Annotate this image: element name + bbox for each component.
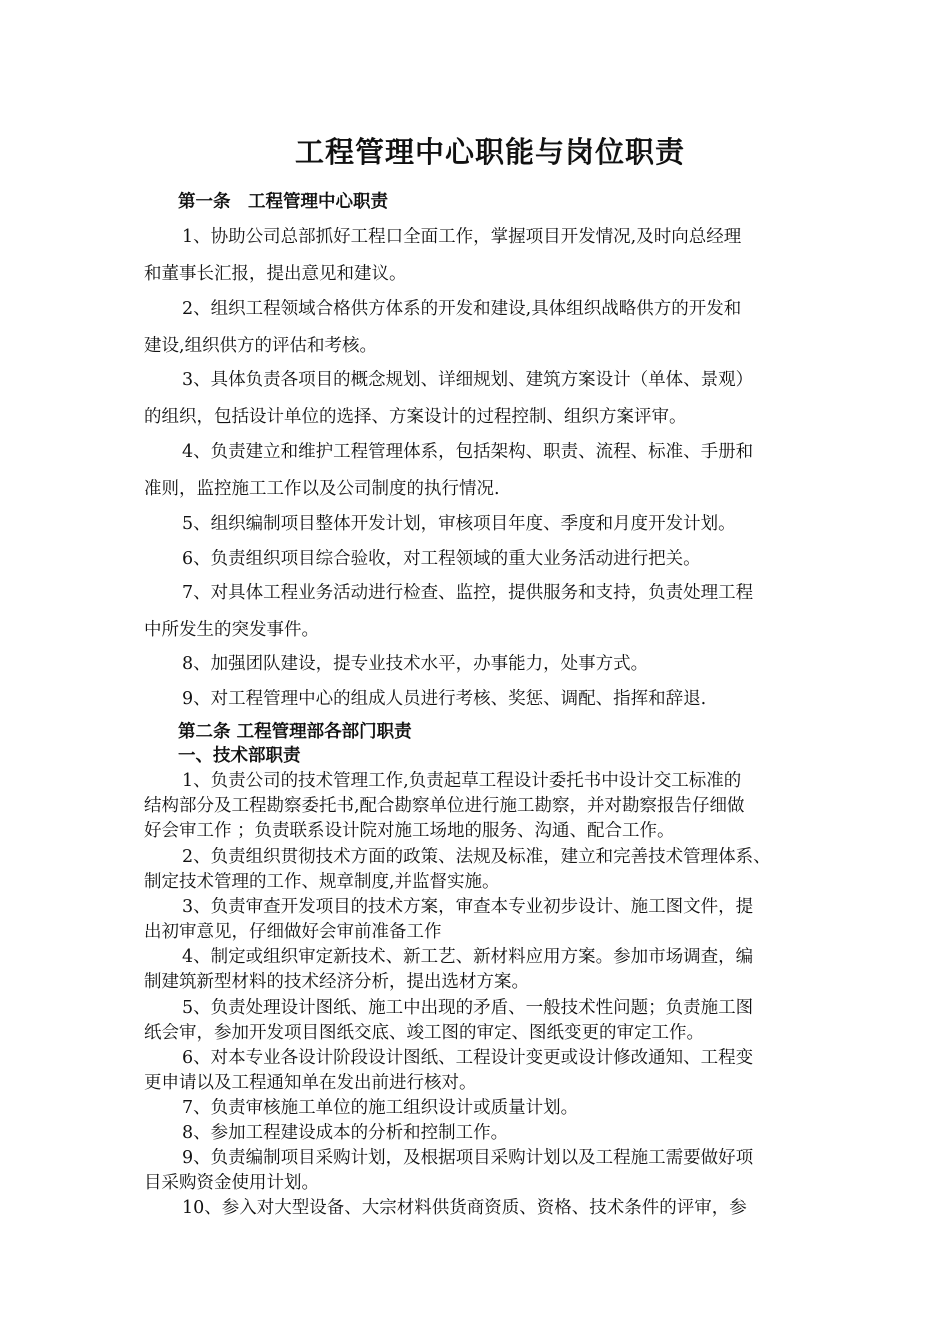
paragraph-line: 建设,组织供方的评估和考核。 (144, 336, 378, 356)
paragraph-line: 8、参加工程建设成本的分析和控制工作。 (182, 1123, 509, 1143)
paragraph-line: 结构部分及工程勘察委托书,配合勘察单位进行施工勘察，并对勘察报告仔细做 (144, 796, 745, 816)
paragraph-line: 5、负责处理设计图纸、施工中出现的矛盾、一般技术性问题；负责施工图 (182, 998, 754, 1018)
paragraph-line: 目采购资金使用计划。 (144, 1173, 319, 1193)
paragraph-line: 4、制定或组织审定新技术、新工艺、新材料应用方案。参加市场调查，编 (182, 947, 754, 967)
paragraph-line: 准则，监控施工工作以及公司制度的执行情况. (144, 479, 500, 499)
paragraph-line: 制建筑新型材料的技术经济分析，提出选材方案。 (144, 972, 529, 992)
paragraph-line: 7、对具体工程业务活动进行检查、监控，提供服务和支持，负责处理工程 (182, 583, 754, 603)
paragraph-line: 3、负责审查开发项目的技术方案，审查本专业初步设计、施工图文件，提 (182, 897, 754, 917)
paragraph-line: 中所发生的突发事件。 (144, 620, 319, 640)
paragraph-line: 好会审工作 ；负责联系设计院对施工场地的服务、沟通、配合工作。 (144, 821, 675, 841)
section-heading: 第二条 工程管理部各部门职责 (178, 722, 412, 742)
paragraph-line: 1、负责公司的技术管理工作,负责起草工程设计委托书中设计交工标准的 (182, 771, 742, 791)
paragraph-line: 5、组织编制项目整体开发计划，审核项目年度、季度和月度开发计划。 (182, 514, 736, 534)
paragraph-line: 9、负责编制项目采购计划，及根据项目采购计划以及工程施工需要做好项 (182, 1148, 754, 1168)
paragraph-line: 1、协助公司总部抓好工程口全面工作，掌握项目开发情况,及时向总经理 (182, 227, 742, 247)
paragraph-line: 的组织，包括设计单位的选择、方案设计的过程控制、组织方案评审。 (144, 407, 687, 427)
section-heading: 一、技术部职责 (178, 746, 301, 766)
paragraph-line: 9、对工程管理中心的组成人员进行考核、奖惩、调配、指挥和辞退. (182, 689, 707, 709)
paragraph-line: 制定技术管理的工作、规章制度,并监督实施。 (144, 872, 500, 892)
paragraph-line: 和董事长汇报，提出意见和建议。 (144, 264, 407, 284)
paragraph-line: 6、对本专业各设计阶段设计图纸、工程设计变更或设计修改通知、工程变 (182, 1048, 754, 1068)
paragraph-line: 8、加强团队建设，提专业技术水平，办事能力，处事方式。 (182, 654, 649, 674)
paragraph-line: 出初审意见，仔细做好会审前准备工作 (144, 922, 442, 942)
paragraph-line: 更申请以及工程通知单在发出前进行核对。 (144, 1073, 477, 1093)
paragraph-line: 4、负责建立和维护工程管理体系，包括架构、职责、流程、标准、手册和 (182, 442, 754, 462)
section-heading: 第一条 工程管理中心职责 (178, 192, 388, 212)
paragraph-line: 2、负责组织贯彻技术方面的政策、法规及标准，建立和完善技术管理体系、 (182, 847, 771, 867)
paragraph-line: 2、组织工程领域合格供方体系的开发和建设,具体组织战略供方的开发和 (182, 299, 742, 319)
paragraph-line: 3、具体负责各项目的概念规划、详细规划、建筑方案设计（单体、景观） (182, 370, 754, 390)
document-title: 工程管理中心职能与岗位职责 (294, 135, 685, 169)
paragraph-line: 纸会审，参加开发项目图纸交底、竣工图的审定、图纸变更的审定工作。 (144, 1023, 704, 1043)
paragraph-line: 10、参入对大型设备、大宗材料供货商资质、资格、技术条件的评审，参 (182, 1198, 747, 1218)
paragraph-line: 6、负责组织项目综合验收，对工程领域的重大业务活动进行把关。 (182, 549, 701, 569)
paragraph-line: 7、负责审核施工单位的施工组织设计或质量计划。 (182, 1098, 579, 1118)
